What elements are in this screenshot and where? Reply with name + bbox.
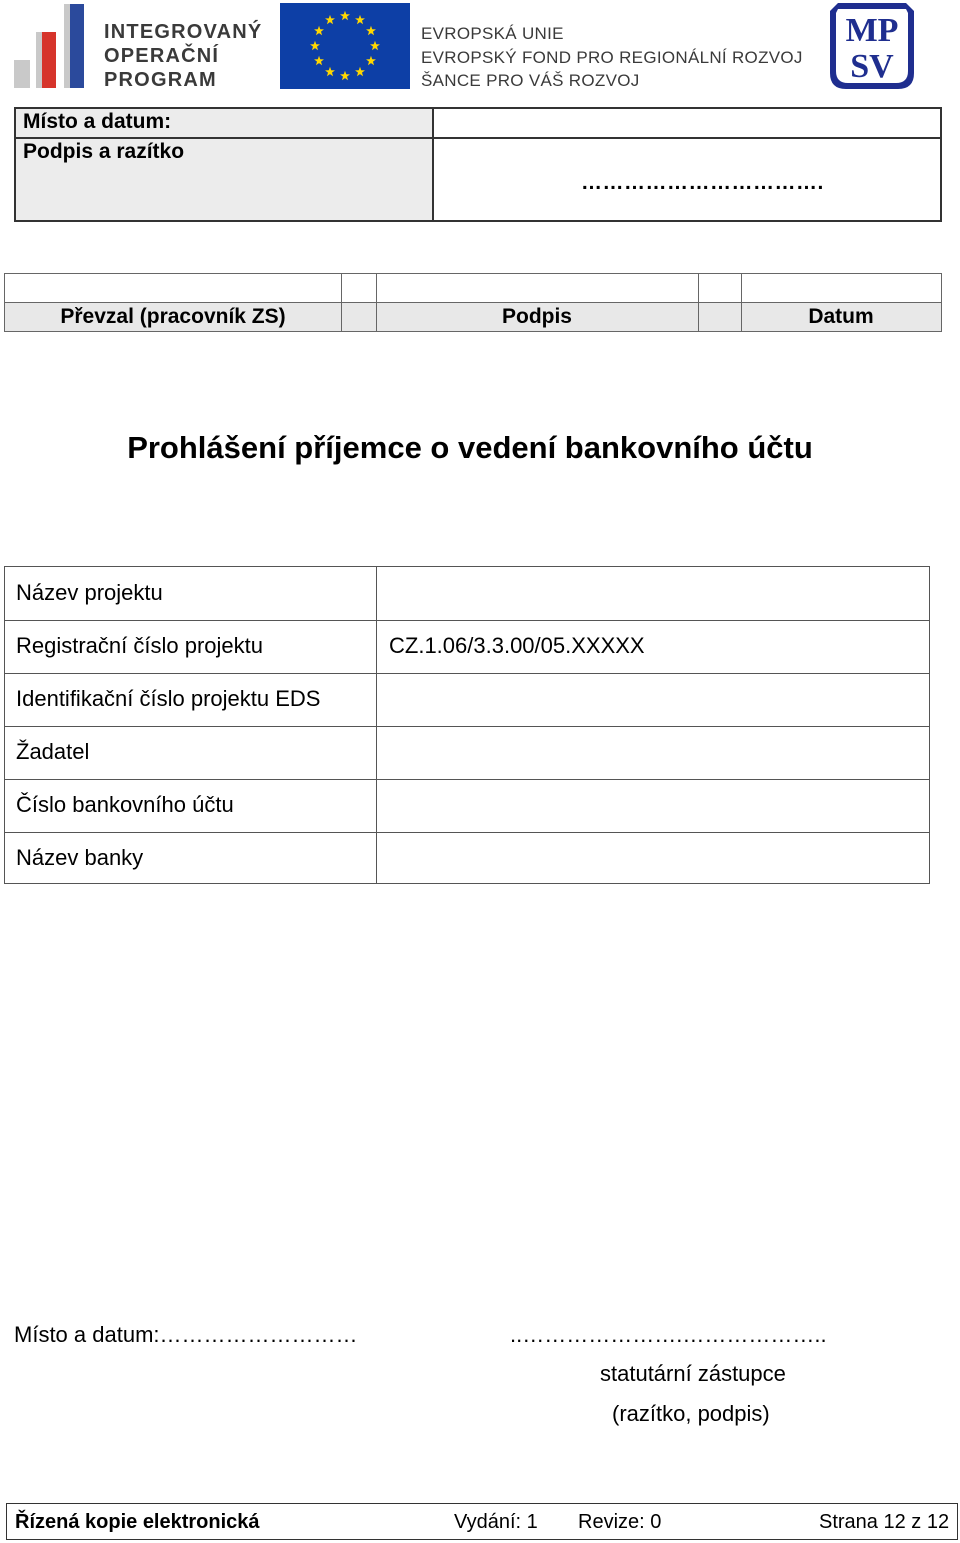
signature-divider	[16, 137, 940, 139]
eu-star-icon	[355, 15, 365, 24]
signature-header: Podpis	[501, 305, 572, 328]
stamp-signature-note: (razítko, podpis)	[612, 1401, 770, 1426]
row-value: CZ.1.06/3.3.00/05.XXXXX	[389, 633, 645, 658]
sign-stamp-label: Podpis a razítko	[23, 140, 185, 163]
eu-star-icon	[314, 56, 324, 65]
statutory-representative-label: statutární zástupce	[600, 1361, 786, 1386]
table-row	[5, 673, 929, 727]
place-date-line: Místo a datum:………………………	[14, 1322, 358, 1347]
iop-logo-text: INTEGROVANÝ OPERAČNÍ PROGRAM	[104, 21, 263, 91]
received-by-header: Převzal (pracovník ZS)	[60, 305, 286, 328]
page-footer	[6, 1503, 958, 1540]
logo-bar-red	[42, 32, 56, 88]
row-label: Identifikační číslo projektu EDS	[16, 686, 321, 711]
row-label: Název projektu	[16, 580, 163, 605]
eu-star-icon	[366, 56, 376, 65]
received-table	[4, 273, 942, 332]
row-label: Název banky	[16, 845, 144, 870]
document-title: Prohlášení příjemce o vedení bankovního účtu	[127, 430, 813, 465]
mpsv-text-bottom: SV	[850, 48, 894, 85]
table-divider	[698, 274, 699, 331]
issue-label: Vydání: 1	[454, 1511, 538, 1533]
row-label: Registrační číslo projektu	[16, 633, 263, 658]
logo-bar-blue	[70, 4, 84, 88]
table-row	[5, 567, 929, 621]
signature-dots: …………………………….	[581, 171, 824, 194]
eu-star-icon	[325, 67, 335, 76]
mpsv-logo	[830, 3, 914, 89]
controlled-copy-label: Řízená kopie elektronická	[15, 1511, 260, 1533]
place-date-label: Místo a datum:	[23, 110, 172, 133]
eu-flag-logo	[280, 3, 410, 89]
iop-logo	[14, 2, 263, 91]
table-divider	[341, 274, 342, 331]
row-label: Žadatel	[16, 739, 90, 764]
table-row	[5, 620, 929, 674]
signature-box	[14, 107, 942, 222]
eu-star-icon	[325, 15, 335, 24]
table-row	[5, 726, 929, 780]
revision-label: Revize: 0	[578, 1511, 662, 1533]
page-number: Strana 12 z 12	[819, 1511, 950, 1533]
eu-star-icon	[314, 26, 324, 35]
eu-star-icon	[370, 41, 380, 50]
received-table-empty-row	[5, 274, 941, 303]
eu-star-icon	[310, 41, 320, 50]
row-label: Číslo bankovního účtu	[16, 792, 234, 817]
project-table	[4, 566, 930, 884]
mpsv-text-top: MP	[845, 12, 899, 49]
eu-star-icon	[340, 71, 350, 80]
signature-line: ..………………….………………..	[510, 1322, 827, 1347]
eu-star-icon	[340, 11, 350, 20]
eu-stars-icon	[280, 3, 410, 89]
eu-logo-text: EVROPSKÁ UNIE EVROPSKÝ FOND PRO REGIONÁLNÍ ROZVOJ ŠANCE PRO VÁŠ ROZVOJ	[421, 24, 803, 90]
table-row	[5, 832, 929, 885]
date-header: Datum	[808, 305, 874, 328]
table-row	[5, 779, 929, 833]
eu-star-icon	[355, 67, 365, 76]
eu-star-icon	[366, 26, 376, 35]
logo-bar-gray	[14, 60, 30, 88]
